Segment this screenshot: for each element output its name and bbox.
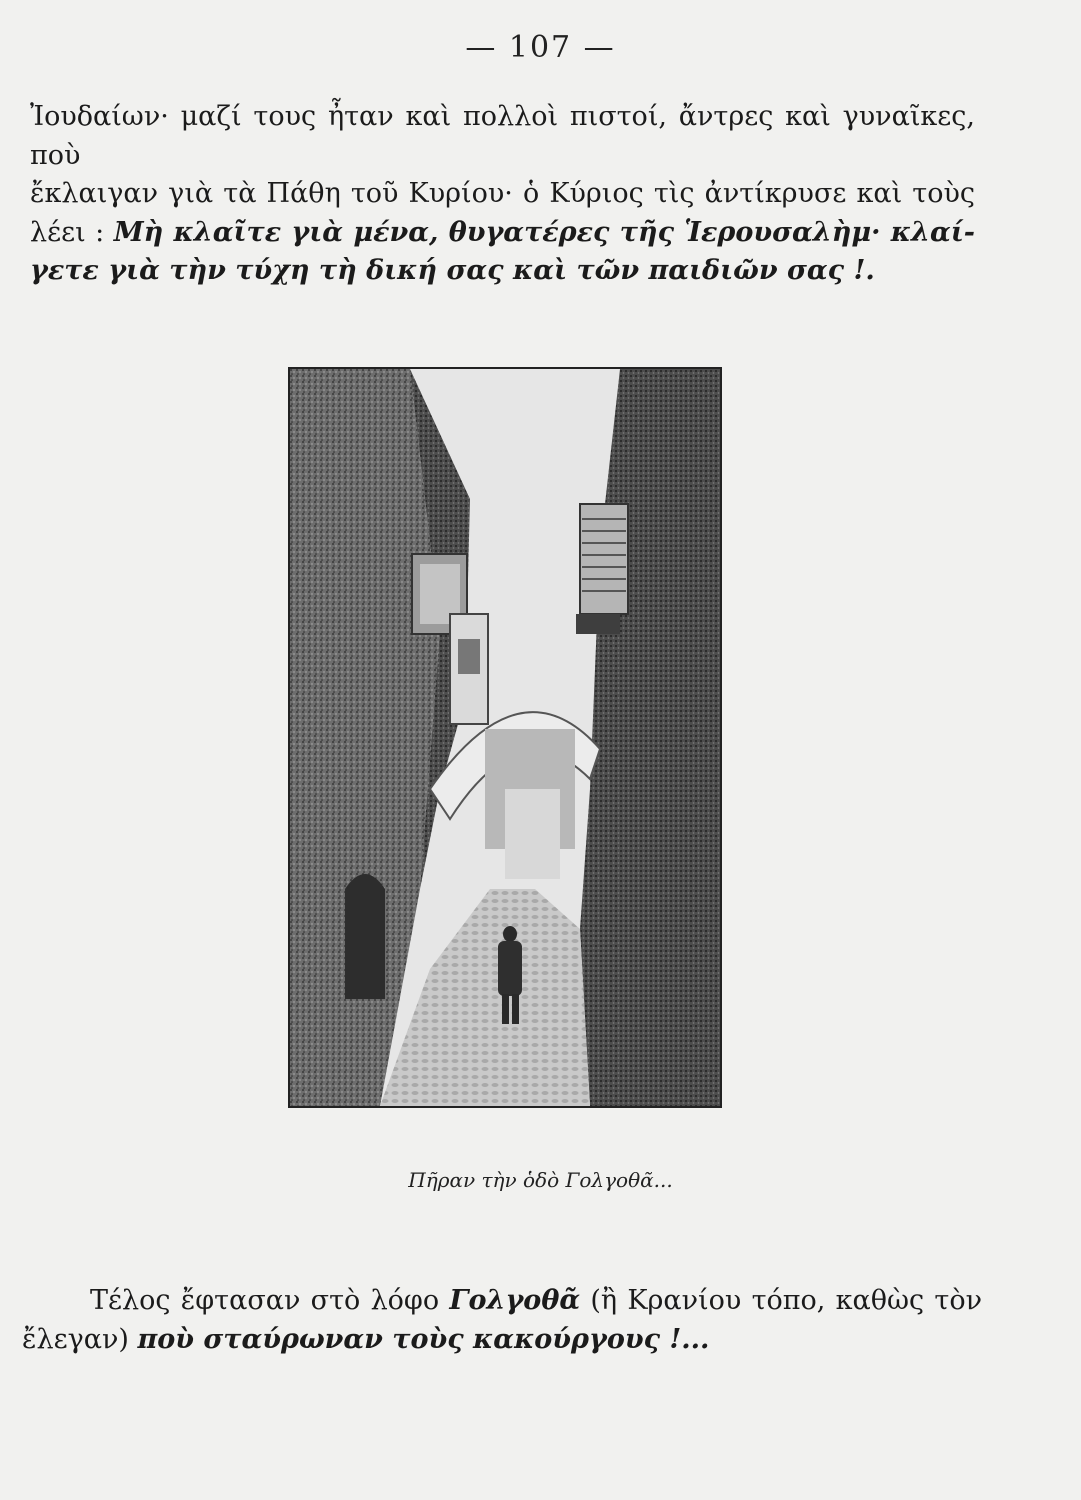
window-left-lower xyxy=(458,639,480,674)
person-head xyxy=(503,926,517,942)
text-line xyxy=(22,1321,982,1360)
person-leg xyxy=(502,994,509,1024)
text-emphasis: Μὴ κλαῖτε γιὰ μένα, θυγατέρες τῆς Ἱερουσαλὴμ· κλαί- xyxy=(113,216,975,248)
distant-archway xyxy=(505,789,560,879)
text-emphasis: ποὺ σταύρωναν τοὺς κακούργους !... xyxy=(137,1323,710,1355)
photo-street-illustration xyxy=(288,367,722,1108)
paragraph-top xyxy=(30,98,975,291)
doorway-left xyxy=(345,874,385,999)
paragraph-bottom xyxy=(22,1282,982,1359)
shutter-right xyxy=(580,504,628,614)
shutter-ledge xyxy=(576,614,620,634)
text-line: Ἰουδαίων· μαζί τους ἦταν καὶ πολλοὶ πιστοί, ἄντρες καὶ γυναῖκες, ποὺ xyxy=(30,101,975,171)
text-line xyxy=(22,1282,982,1321)
text-line xyxy=(30,252,975,291)
text-plain: λέει : xyxy=(30,216,114,248)
street-photo-svg xyxy=(290,369,720,1106)
text-plain: Τέλος ἔφτασαν στὸ λόφο xyxy=(90,1285,450,1316)
text-emphasis: Γολγοθᾶ xyxy=(449,1285,581,1316)
person-body xyxy=(498,941,522,996)
page-number: — 107 — xyxy=(465,30,616,65)
person-leg xyxy=(512,994,519,1024)
text-plain: ἔλεγαν) xyxy=(22,1323,138,1355)
text-emphasis: γετε γιὰ τὴν τύχη τὴ δική σας καὶ τῶν παιδιῶν σας !. xyxy=(30,255,875,286)
text-line xyxy=(30,214,975,253)
text-plain: (ἢ Κρανίου τόπο, καθὼς τὸν xyxy=(580,1285,983,1316)
figure-caption: Πῆραν τὴν ὁδὸ Γολγοθᾶ... xyxy=(408,1168,673,1192)
text-line: ἔκλαιγαν γιὰ τὰ Πάθη τοῦ Κυρίου· ὁ Κύριος τὶς ἀντίκρυσε καὶ τοὺς xyxy=(30,178,975,209)
